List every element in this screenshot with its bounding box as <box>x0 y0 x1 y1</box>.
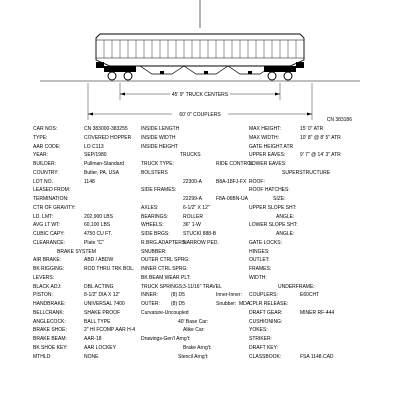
spec-cell: INSIDE HEIGHT <box>141 143 178 150</box>
spec-row <box>33 178 365 187</box>
spec-cell: ROOF: <box>249 178 265 185</box>
spec-cell: CUBIC CAPY: <box>33 231 65 237</box>
spec-cell: STRIKER: <box>249 336 273 342</box>
spec-row <box>33 195 365 204</box>
spec-cell: 3-11/16" TRAVEL <box>183 283 222 290</box>
spec-cell: CLASSBOOK: <box>249 353 282 360</box>
spec-row <box>33 256 365 265</box>
spec-cell: LOWER SLOPE SHT: <box>249 222 298 229</box>
spec-cell: OUTER: <box>141 301 160 307</box>
spec-cell: 8-1/2" DIA X 12" <box>84 292 121 299</box>
spec-cell: Alike Car: <box>183 327 205 334</box>
spec-cell: TYPE: <box>33 134 48 141</box>
spec-cell: TERMINATION: <box>33 196 69 202</box>
spec-row <box>33 213 365 222</box>
spec-row <box>33 309 365 318</box>
spec-cell: R.BRG.ADAPTERS: <box>141 239 187 246</box>
spec-cell: COVERED HOPPER <box>84 134 132 141</box>
spec-cell: UPPER SLOPE SHT: <box>249 204 297 211</box>
spec-cell: NARROW PED. <box>183 239 219 246</box>
spec-cell: E60CHT <box>300 292 320 299</box>
spec-cell: DRAFT KEY: <box>249 344 279 351</box>
spec-cell: GATE LOCKS: <box>249 239 282 246</box>
spec-cell: FRAMES: <box>249 266 272 272</box>
spec-cell: 4750 CU FT. <box>84 231 113 237</box>
spec-cell: AAR-18 <box>84 336 102 342</box>
spec-cell: FSA 1148.CAD <box>300 353 334 360</box>
spec-cell: CN 383000-383255 <box>84 126 128 132</box>
spec-row <box>33 230 365 239</box>
spec-cell: TRUCK TYPE: <box>141 161 174 167</box>
spec-cell: MDA <box>239 301 251 307</box>
spec-cell: 15' 0" ATR <box>300 126 324 132</box>
spec-cell: AVG LT WT: <box>33 222 60 229</box>
truck-centers-label: 45' 9" TRUCK CENTERS <box>171 92 229 98</box>
spec-cell: OUTER CTRL SPRG: <box>141 257 190 264</box>
hopper-car-drawing <box>0 0 400 128</box>
spec-cell: SEP/1980 <box>84 152 107 159</box>
spec-cell: BRAKE BEAM: <box>33 336 67 342</box>
spec-cell: HANDBRAKE: <box>33 301 66 307</box>
spec-cell: DBL ACTING <box>84 283 114 290</box>
spec-row <box>33 265 365 274</box>
spec-row <box>33 143 365 152</box>
spec-cell: CLEARANCE: <box>33 239 65 246</box>
spec-cell: 202,900 LBS <box>84 213 113 220</box>
spec-row <box>33 318 365 327</box>
spec-cell: Snubber: <box>216 301 237 307</box>
spec-cell: 2" HI FCOMP AAR H-4 <box>84 327 136 334</box>
spec-cell: CPLR RELEASE: <box>249 301 289 307</box>
spec-cell: BK SHOE KEY: <box>33 344 68 351</box>
spec-cell: RIDE CONTROL <box>216 161 254 167</box>
spec-cell: SHAKE PROOF <box>84 309 121 316</box>
spec-cell: BELLCRANK: <box>33 309 65 316</box>
spec-row <box>33 186 365 195</box>
spec-cell: DRAFT GEAR: <box>249 309 283 316</box>
spec-cell: 22299-A <box>183 196 202 202</box>
spec-cell: YOKES: <box>249 327 268 334</box>
spec-cell: ANGLECOCK: <box>33 318 66 325</box>
spec-cell: BRAKE SHOE: <box>33 327 67 334</box>
spec-cell: TRUCKS <box>180 152 201 159</box>
spec-cell: BLACK ADJ: <box>33 283 62 290</box>
spec-cell: SIDE FRAMES: <box>141 187 177 194</box>
spec-row <box>33 169 365 178</box>
spec-cell: AIR BRAKE: <box>33 257 62 264</box>
spec-cell: ANGLE: <box>276 231 295 237</box>
spec-cell: MINER RF-444 <box>300 309 335 316</box>
truck-centers-dimension <box>120 83 280 100</box>
spec-cell: LEASED FROM: <box>33 187 71 194</box>
spec-cell: SNUBBER: <box>141 248 167 255</box>
spec-row <box>33 274 365 283</box>
spec-cell: COUPLERS: <box>249 292 278 299</box>
spec-cell: LEVERS: <box>33 274 55 281</box>
spec-row <box>33 204 365 213</box>
spec-cell: WIDTH: <box>249 274 267 281</box>
spec-cell: MAX HEIGHT: <box>249 126 281 132</box>
spec-cell: OUTLET: <box>249 257 270 264</box>
spec-row <box>33 344 365 353</box>
spec-cell: BK BEAM WEAR PLT: <box>141 274 191 281</box>
spec-cell: ROOF HATCHES: <box>249 187 290 194</box>
spec-cell: ABD / ABDW <box>84 257 114 264</box>
spec-cell: UPPER EAVES: <box>249 152 286 159</box>
spec-cell: MAX WIDTH: <box>249 134 279 141</box>
spec-cell: Inner-Inner: <box>216 292 242 299</box>
spec-row <box>33 239 365 248</box>
spec-cell: STUCKI 888-B <box>183 231 217 237</box>
spec-cell: (8) D5 <box>171 301 185 307</box>
spec-cell: 36" 1-W <box>183 222 201 229</box>
spec-cell: CUSHIONING: <box>249 318 283 325</box>
spec-cell: B8A-18FJ-FX <box>216 178 247 185</box>
spec-cell: 9' 7" @ 14' 3" ATR <box>300 152 341 159</box>
spec-cell: BEARINGS: <box>141 213 169 220</box>
spec-row <box>33 283 365 292</box>
spec-cell: BUILDER: <box>33 161 57 167</box>
spec-cell: UNDERFRAME: <box>278 283 315 290</box>
spec-cell: BK RIGGING: <box>33 266 65 272</box>
spec-cell: INNER: <box>141 292 158 299</box>
spec-row <box>33 291 365 300</box>
spec-cell: MTHLD: <box>33 353 52 360</box>
spec-row <box>33 353 365 362</box>
spec-cell: 40' Base Car: <box>178 318 209 325</box>
spec-cell: 60,100 LBS <box>84 222 111 229</box>
spec-cell: COUNTRY: <box>33 169 59 176</box>
spec-cell: CAR NOS: <box>33 126 58 132</box>
spec-cell: Butler, PA, USA <box>84 169 119 176</box>
spec-cell: F8A-06BN-UA <box>216 196 248 202</box>
spec-cell: BRAKE SYSTEM <box>57 248 96 255</box>
spec-cell: ROD THRU TRK BOL. <box>84 266 135 272</box>
spec-cell: TRUCK SPRINGS: <box>141 283 184 290</box>
spec-cell: 6-1/2" X 12" <box>183 204 210 211</box>
spec-cell: HINGES: <box>249 248 270 255</box>
spec-cell: AXLES: <box>141 204 159 211</box>
spec-cell: 1148 <box>84 178 95 185</box>
spec-cell: GATE HEIGHT ATR <box>249 143 294 150</box>
spec-cell: BALL TYPE <box>84 318 111 325</box>
spec-cell: NONE <box>84 353 99 360</box>
spec-row <box>33 125 365 134</box>
spec-cell: SUPERSTRUCTURE <box>282 169 331 176</box>
spec-cell: WHEELS: <box>141 222 164 229</box>
spec-cell: LD. LMT: <box>33 213 54 220</box>
hopper-outlets <box>140 66 272 74</box>
spec-cell: CTR OF GRAVITY: <box>33 204 76 211</box>
spec-cell: Pullman-Standard <box>84 161 125 167</box>
spec-cell: LOWER EAVES: <box>249 161 287 167</box>
spec-row <box>33 160 365 169</box>
spec-cell: Drawings-Gen'l Arng't: <box>141 336 191 342</box>
spec-cell: SIDE BRGS: <box>141 231 170 237</box>
spec-row <box>33 151 365 160</box>
spec-cell: UNIVERSAL 7400 <box>84 301 125 307</box>
spec-cell: PISTON: <box>33 292 53 299</box>
spec-cell: (8) D5 <box>171 292 185 299</box>
spec-cell: 10' 8" @ 8' 5" ATR <box>300 134 341 141</box>
couplers-label: 60' 0" COUPLERS <box>179 112 221 118</box>
spec-row <box>33 335 365 344</box>
spec-cell: AAR LOCKEY <box>84 344 116 351</box>
spec-cell: INSIDE WIDTH <box>141 134 176 141</box>
spec-cell: INNER CTRL SPRG: <box>141 266 188 272</box>
spec-cell: Curvature-Uncoupled <box>141 309 189 316</box>
spec-row <box>33 134 365 143</box>
spec-cell: BOLSTERS <box>141 169 168 176</box>
spec-table <box>33 125 365 361</box>
spec-cell: LOT NO. <box>33 178 53 185</box>
spec-cell: LO C113 <box>84 143 104 150</box>
spec-cell: INSIDE LENGTH <box>141 126 180 132</box>
spec-row <box>33 221 365 230</box>
spec-row <box>33 326 365 335</box>
spec-row <box>33 300 365 309</box>
spec-row <box>33 248 365 257</box>
car-number-ref: CN 383186 <box>326 117 352 123</box>
spec-cell: YEAR: <box>33 152 49 159</box>
spec-cell: SIZE: <box>273 196 286 202</box>
spec-cell: ROLLER <box>183 213 204 220</box>
spec-cell: 22300-A <box>183 178 202 185</box>
spec-cell: AAR CODE: <box>33 143 61 150</box>
spec-cell: ANGLE: <box>276 213 295 220</box>
spec-cell: Plate "C" <box>84 239 104 246</box>
spec-cell: Brake Arng't: <box>183 344 212 351</box>
spec-cell: Stencil Arng't: <box>178 353 209 360</box>
couplers-dimension <box>88 83 312 120</box>
